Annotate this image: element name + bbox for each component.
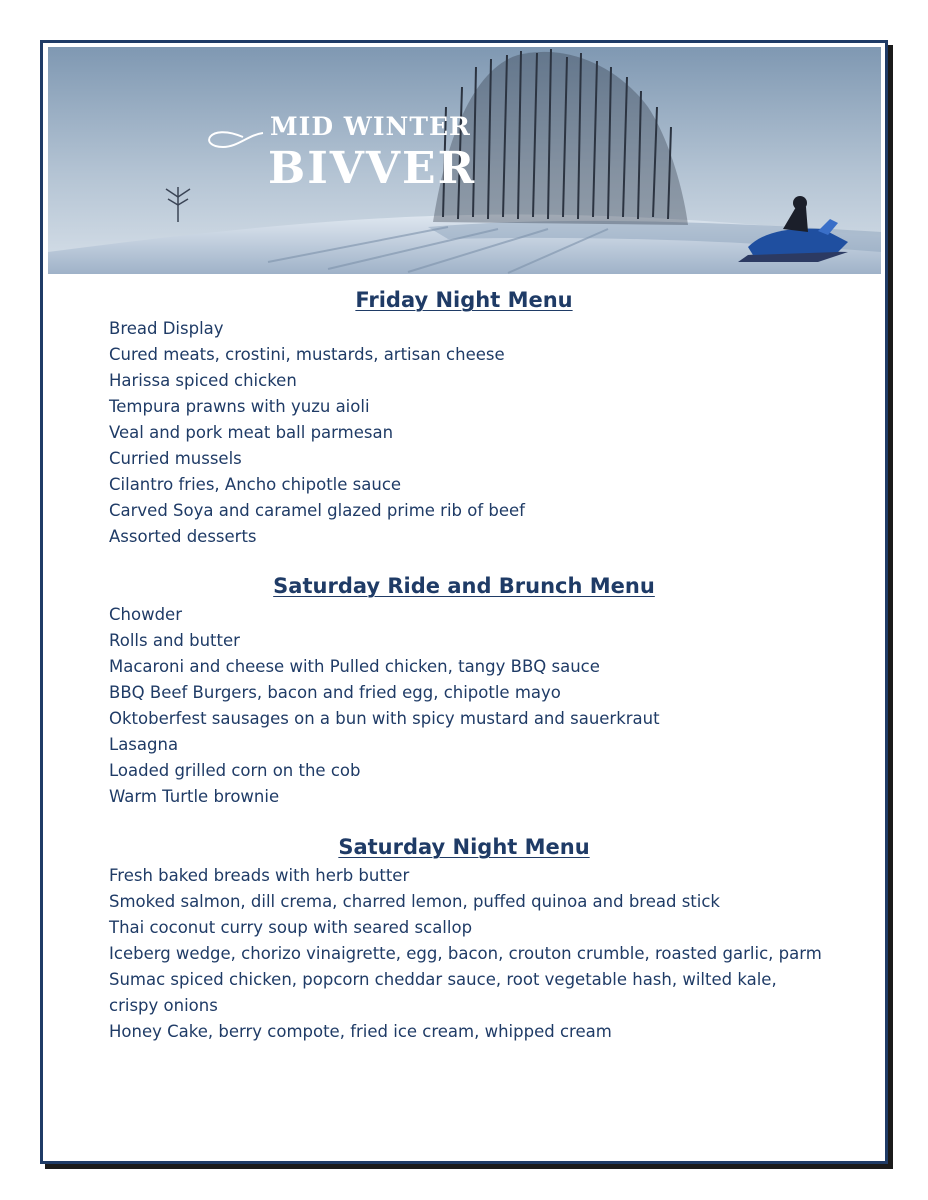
menu-item: Smoked salmon, dill crema, charred lemon, puffed quinoa and bread stick xyxy=(109,892,720,911)
menu-item: Assorted desserts xyxy=(109,527,257,546)
brand-line-1: MID WINTER xyxy=(270,112,471,141)
menu-item: Fresh baked breads with herb butter xyxy=(109,866,410,885)
saturday-night-menu-title: Saturday Night Menu xyxy=(338,835,590,859)
menu-item: Carved Soya and caramel glazed prime rib of beef xyxy=(109,501,525,520)
menu-item: Cilantro fries, Ancho chipotle sauce xyxy=(109,475,402,494)
saturday-brunch-menu-list xyxy=(109,602,829,810)
menu-item: Bread Display xyxy=(109,319,224,338)
menu-item: Cured meats, crostini, mustards, artisan cheese xyxy=(109,345,505,364)
menu-item: BBQ Beef Burgers, bacon and fried egg, chipotle mayo xyxy=(109,683,561,702)
friday-menu-list xyxy=(109,316,829,550)
menu-item: Harissa spiced chicken xyxy=(109,371,297,390)
menu-item: Veal and pork meat ball parmesan xyxy=(109,423,394,442)
menu-item: Chowder xyxy=(109,605,182,624)
menu-page xyxy=(40,40,888,1164)
menu-item: Warm Turtle brownie xyxy=(109,787,280,806)
menu-item: Sumac spiced chicken, popcorn cheddar sauce, root vegetable hash, wilted kale, crispy onions xyxy=(109,970,777,1015)
menu-item: Oktoberfest sausages on a bun with spicy mustard and sauerkraut xyxy=(109,709,660,728)
saturday-night-menu-list xyxy=(109,863,829,1045)
menu-item: Lasagna xyxy=(109,735,179,754)
menu-item: Honey Cake, berry compote, fried ice cream, whipped cream xyxy=(109,1022,612,1041)
menu-item: Tempura prawns with yuzu aioli xyxy=(109,397,370,416)
menu-item: Curried mussels xyxy=(109,449,242,468)
menu-item: Thai coconut curry soup with seared scallop xyxy=(109,918,473,937)
menu-item: Macaroni and cheese with Pulled chicken, tangy BBQ sauce xyxy=(109,657,600,676)
menu-item: Rolls and butter xyxy=(109,631,240,650)
winter-banner-image xyxy=(48,47,881,274)
menu-item: Iceberg wedge, chorizo vinaigrette, egg, bacon, crouton crumble, roasted garlic, parm xyxy=(109,944,822,963)
menu-item: Loaded grilled corn on the cob xyxy=(109,761,361,780)
brand-line-2: BIVVER xyxy=(268,143,477,194)
saturday-brunch-menu-title: Saturday Ride and Brunch Menu xyxy=(273,574,655,598)
friday-menu-title: Friday Night Menu xyxy=(355,288,573,312)
